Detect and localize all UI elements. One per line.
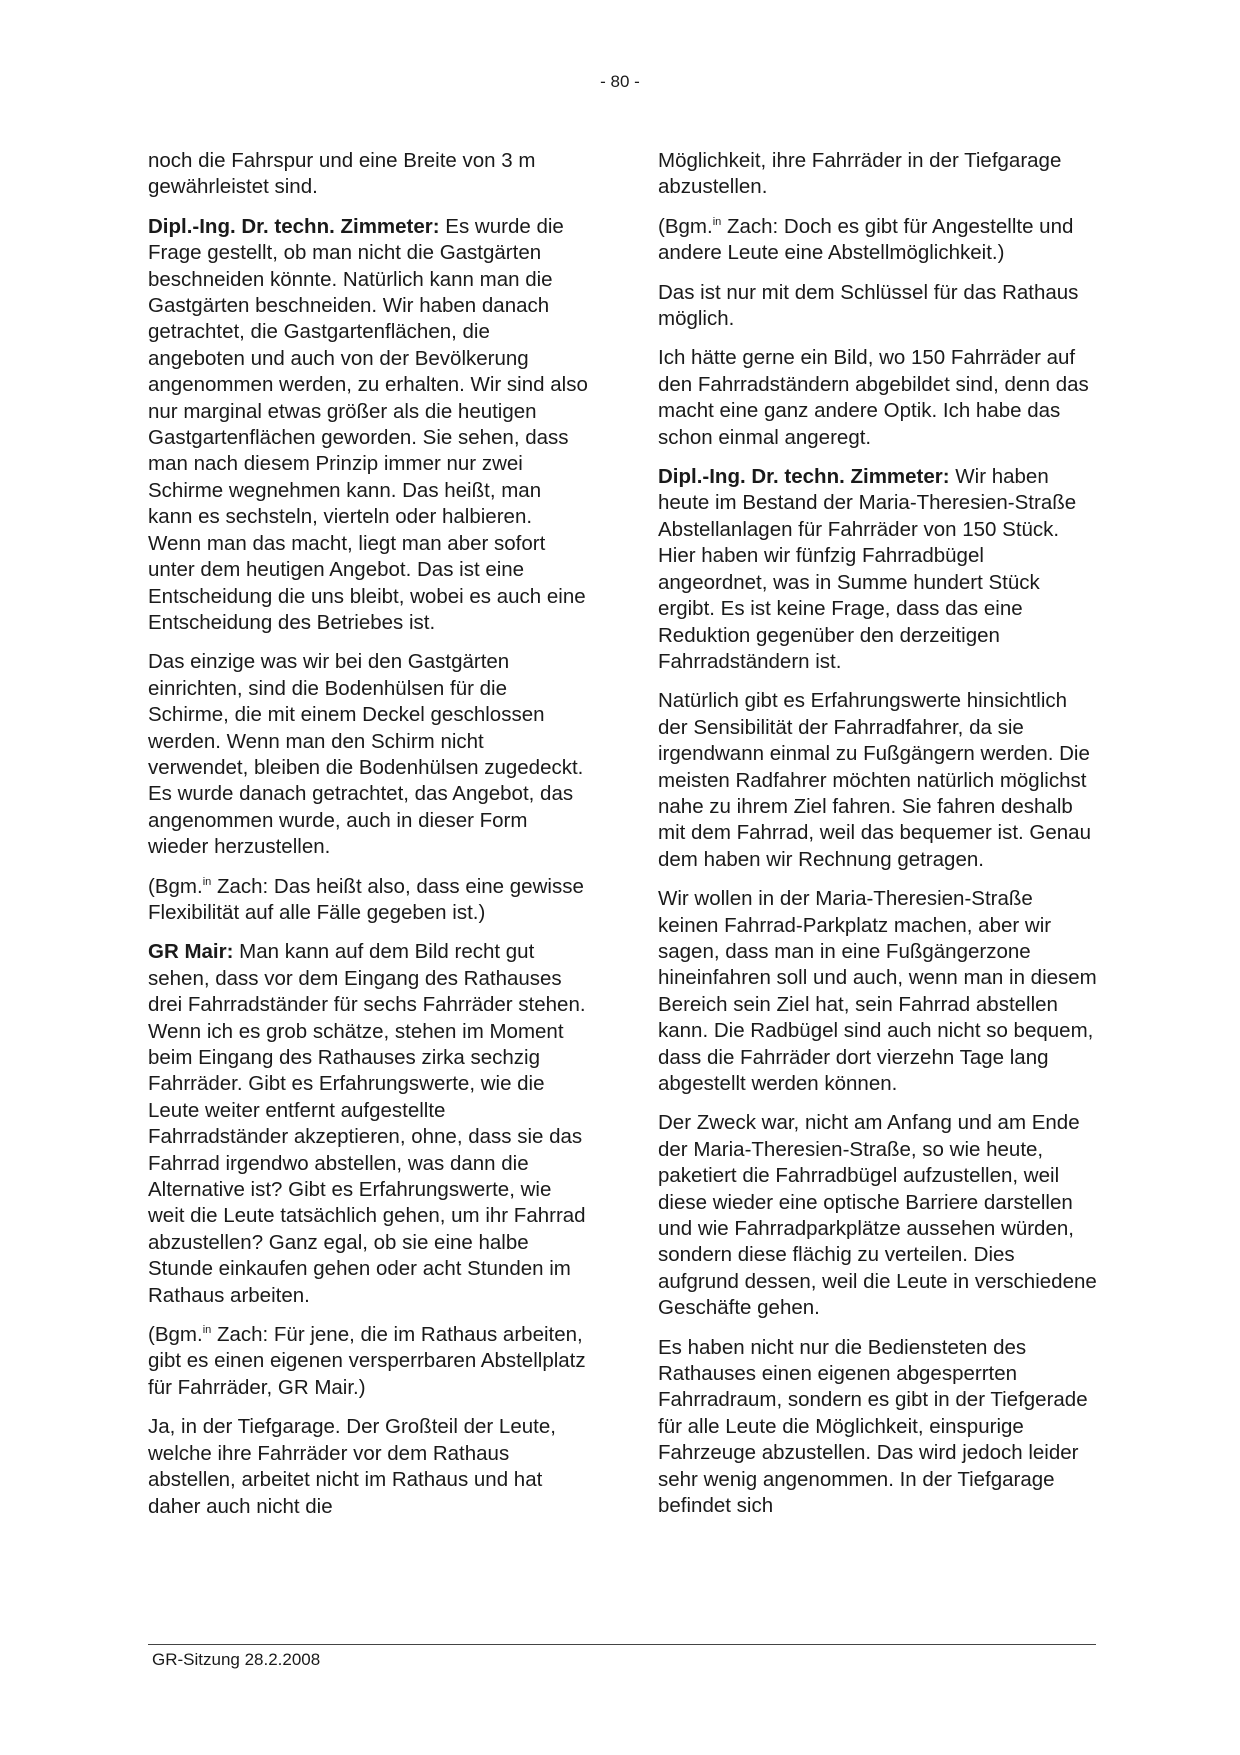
paragraph: Das ist nur mit dem Schlüssel für das Rathaus möglich. <box>658 280 1079 331</box>
paragraph: Das einzige was wir bei den Gastgärten einrichten, sind die Bodenhülsen für die Schirme, die mit einem Deckel geschlossen werden. Wenn man den Schirm nicht verwendet, bleiben die Bodenhülsen zugedeckt. Es wurde danach getrachtet, das Angebot, das angenommen wurde, auch in dieser Form wieder herzustellen. <box>148 650 584 859</box>
paragraph: Es haben nicht nur die Bediensteten des Rathauses einen eigenen abgesperrten Fahrradraum, sondern es gibt in der Tiefgerade für alle Leute die Möglichkeit, einspurige Fahrzeuge abzustellen. Das wird jedoch leider sehr wenig angenommen. In der Tiefgarage befindet sich <box>658 1335 1088 1518</box>
interjection: (Bgm.$^{in}$ Zach: Doch es gibt für Angestellte und andere Leute eine Abstellmöglichkeit.) <box>658 214 1074 265</box>
speaker-name: Dipl.-Ing. Dr. techn. Zimmeter: <box>658 465 950 489</box>
interjection: (Bgm.$^{in}$ Zach: Das heißt also, dass eine gewisse Flexibilität auf alle Fälle gegeben ist.) <box>148 874 584 924</box>
paragraph: Der Zweck war, nicht am Anfang und am Ende der Maria-Theresien-Straße, so wie heute, paketiert die Fahrradbügel aufzustellen, weil diese wieder eine optische Barriere darstellen und wie Fahrradparkplätze aussehen würden, sondern diese flächig zu verteilen. Dies aufgrund dessen, weil die Leute in verschiedene Geschäfte gehen. <box>658 1111 1097 1320</box>
right-column <box>658 148 1098 1533</box>
paragraph: noch die Fahrspur und eine Breite von 3 m gewährleistet sind. <box>148 149 536 199</box>
paragraph: Ja, in der Tiefgarage. Der Großteil der Leute, welche ihre Fahrräder vor dem Rathaus abstellen, arbeitet nicht im Rathaus und hat daher auch nicht die <box>148 1415 556 1518</box>
paragraph: Natürlich gibt es Erfahrungswerte hinsichtlich der Sensibilität der Fahrradfahrer, da sie irgendwann einmal zu Fußgängern werden. Die meisten Radfahrer möchten natürlich möglichst nahe zu ihrem Ziel fahren. Sie fahren deshalb mit dem Fahrrad, weil das bequemer ist. Genau dem haben wir Rechnung getragen. <box>658 689 1091 871</box>
page-number: - 80 - <box>600 72 640 91</box>
paragraph: Wir wollen in der Maria-Theresien-Straße keinen Fahrrad-Parkplatz machen, aber wir sagen, dass man in eine Fußgängerzone hineinfahren soll und auch, wenn man in diesem Bereich sein Ziel hat, sein Fahrrad abstellen kann. Die Radbügel sind auch nicht so bequem, dass die Fahrräder dort vierzehn Tage lang abgestellt werden können. <box>658 887 1097 1095</box>
footer-divider <box>148 1644 1096 1645</box>
paragraph: Möglichkeit, ihre Fahrräder in der Tiefgarage abzustellen. <box>658 149 1062 199</box>
footer-text: GR-Sitzung 28.2.2008 <box>152 1650 321 1669</box>
paragraph: Ich hätte gerne ein Bild, wo 150 Fahrräder auf den Fahrradständern abgebildet sind, denn das macht eine ganz andere Optik. Ich habe das schon einmal angeregt. <box>658 346 1089 449</box>
interjection: (Bgm.$^{in}$ Zach: Für jene, die im Rathaus arbeiten, gibt es einen eigenen versperrbaren Abstellplatz für Fahrräder, GR Mair.) <box>148 1323 586 1399</box>
paragraph: GR Mair: Man kann auf dem Bild recht gut sehen, dass vor dem Eingang des Rathauses drei Fahrradständer für sechs Fahrräder stehen. Wenn ich es grob schätze, stehen im Moment beim Eingang des Rathauses zirka sechzig Fahrräder. Gibt es Erfahrungswerte, wie die Leute weiter entfernt aufgestellte Fahrradständer akzeptieren, ohne, dass sie das Fahrrad irgendwo abstellen, was dann die Alternative ist? Gibt es Erfahrungswerte, wie weit die Leute tatsächlich gehen, um ihr Fahrrad abzustellen? Ganz egal, ob sie eine halbe Stunde einkaufen gehen oder acht Stunden im Rathaus arbeiten. <box>148 940 586 1307</box>
paragraph: Dipl.-Ing. Dr. techn. Zimmeter: Wir haben heute im Bestand der Maria-Theresien-Straße Abstellanlagen für Fahrräder von 150 Stück. Hier haben wir fünfzig Fahrradbügel angeordnet, was in Summe hundert Stück ergibt. Es ist keine Frage, dass das eine Reduktion gegenüber den derzeitigen Fahrradständern ist. <box>658 465 1077 673</box>
speaker-name: Dipl.-Ing. Dr. techn. Zimmeter: <box>148 214 440 238</box>
left-column <box>148 148 588 1533</box>
paragraph: Dipl.-Ing. Dr. techn. Zimmeter: Es wurde die Frage gestellt, ob man nicht die Gastgärten beschneiden könnte. Natürlich kann man die Gastgärten beschneiden. Wir haben danach getrachtet, die Gastgartenflächen, die angeboten und auch von der Bevölkerung angenommen werden, zu erhalten. Wir sind also nur marginal etwas größer als die heutigen Gastgartenflächen geworden. Sie sehen, dass man nach diesem Prinzip immer nur zwei Schirme wegnehmen kann. Das heißt, man kann es sechsteln, vierteln oder halbieren. Wenn man das macht, liegt man aber sofort unter dem heutigen Angebot. Das ist eine Entscheidung die uns bleibt, wobei es auch eine Entscheidung des Betriebes ist. <box>148 214 588 634</box>
speaker-name: GR Mair: <box>148 940 234 964</box>
